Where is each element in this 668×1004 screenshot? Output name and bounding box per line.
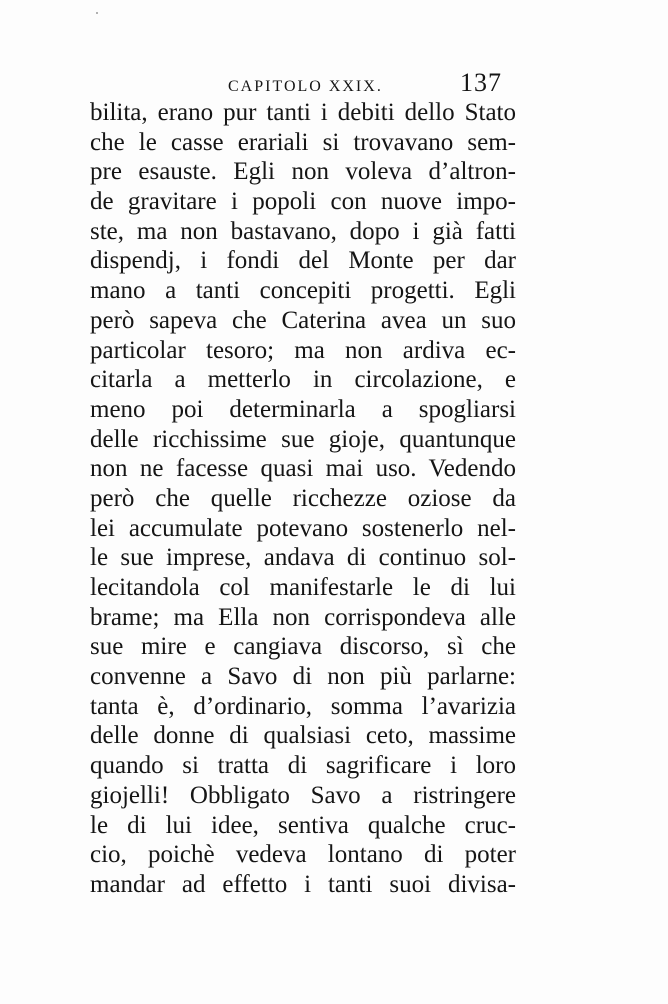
text-line-20: convenne a Savo di non più parlarne: (90, 663, 516, 691)
text-line-12: delle ricchissime sue gioje, quantunque (90, 425, 516, 453)
text-line-11: meno poi determinarla a spogliarsi (90, 395, 516, 423)
text-line-15: lei accumulate potevano sostenerlo nel- (90, 514, 516, 542)
text-line-6: dispendj, i fondi del Monte per dar (90, 247, 516, 275)
text-line-2: che le casse erariali si trovavano sem- (90, 128, 516, 156)
running-head (200, 68, 520, 98)
text-line-26: cio, poichè vedeva lontano di poter (90, 841, 516, 869)
text-line-14: però che quelle ricchezze oziose da (90, 484, 516, 512)
text-line-9: particolar tesoro; ma non ardiva ec- (90, 336, 516, 364)
text-line-3: pre esauste. Egli non voleva d’altron- (90, 158, 516, 186)
text-line-19: sue mire e cangiava discorso, sì che (90, 633, 516, 661)
text-line-27: mandar ad effetto i tanti suoi divisa- (90, 870, 516, 898)
chapter-title: CAPITOLO XXIX. (228, 78, 383, 95)
text-line-25: le di lui idee, sentiva qualche cruc- (90, 811, 516, 839)
text-line-23: quando si tratta di sagrificare i loro (90, 752, 516, 780)
text-line-10: citarla a metterlo in circolazione, e (90, 366, 516, 394)
text-line-4: de gravitare i popoli con nuove impo- (90, 188, 516, 216)
page-number: 137 (460, 68, 502, 97)
text-line-24: giojelli! Obbligato Savo a ristringere (90, 781, 516, 809)
text-line-1: bilita, erano pur tanti i debiti dello Stato (90, 99, 516, 126)
text-line-7: mano a tanti concepiti progetti. Egli (90, 277, 516, 305)
body-text (90, 98, 516, 900)
text-line-5: ste, ma non bastavano, dopo i già fatti (90, 217, 516, 245)
text-line-8: però sapeva che Caterina avea un suo (90, 306, 516, 334)
text-line-18: brame; ma Ella non corrispondeva alle (90, 603, 516, 631)
text-line-16: le sue imprese, andava di continuo sol- (90, 544, 516, 572)
text-line-17: lecitandola col manifestarle le di lui (90, 574, 516, 601)
text-line-13: non ne facesse quasi mai uso. Vedendo (90, 455, 516, 483)
text-line-22: delle donne di qualsiasi ceto, massime (90, 722, 516, 750)
paper-speck (96, 12, 98, 14)
text-line-21: tanta è, d’ordinario, somma l’avarizia (90, 692, 516, 720)
